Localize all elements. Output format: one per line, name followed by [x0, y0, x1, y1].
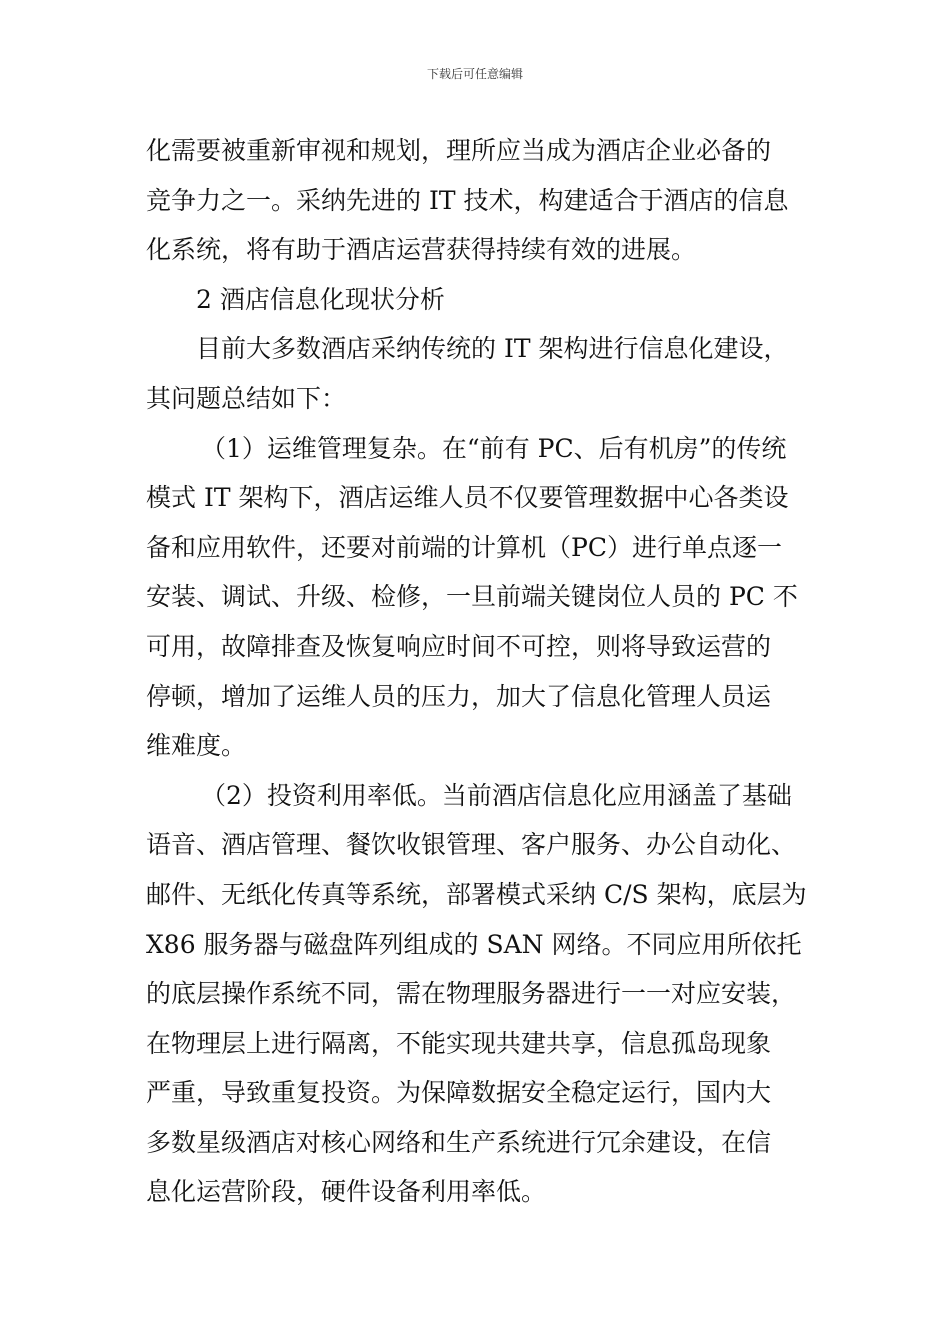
paragraph-line: （2）投资利用率低。当前酒店信息化应用涵盖了基础 [201, 780, 792, 810]
paragraph-line: 竞争力之一。采纳先进的 IT 技术，构建适合于酒店的信息 [146, 185, 789, 215]
section-heading: 2 酒店信息化现状分析 [196, 284, 445, 314]
paragraph-line: 安装、调试、升级、检修，一旦前端关键岗位人员的 PC 不 [146, 582, 798, 612]
document-body [146, 126, 810, 1217]
paragraph-line: X86 服务器与磁盘阵列组成的 SAN 网络。不同应用所依托 [146, 929, 802, 959]
paragraph-line: 模式 IT 架构下，酒店运维人员不仅要管理数据中心各类设 [146, 483, 789, 513]
paragraph-line: 在物理层上进行隔离，不能实现共建共享，信息孤岛现象 [146, 1028, 772, 1058]
paragraph-line: 严重，导致重复投资。为保障数据安全稳定运行，国内大 [146, 1078, 772, 1108]
paragraph-line: 其问题总结如下： [146, 383, 347, 413]
paragraph-line: 化需要被重新审视和规划，理所应当成为酒店企业必备的 [146, 136, 772, 165]
paragraph-line: 停顿，增加了运维人员的压力，加大了信息化管理人员运 [146, 681, 772, 711]
paragraph-line: （1）运维管理复杂。在“前有 PC、后有机房”的传统 [201, 433, 787, 463]
paragraph-line: 邮件、无纸化传真等系统，部署模式采纳 C/S 架构，底层为 [146, 879, 807, 909]
paragraph-line: 的底层操作系统不同，需在物理服务器进行一一对应安装， [146, 979, 797, 1009]
paragraph-line: 维难度。 [146, 731, 247, 761]
paragraph-line: 多数星级酒店对核心网络和生产系统进行冗余建设，在信 [146, 1127, 772, 1157]
paragraph-line: 化系统，将有助于酒店运营获得持续有效的进展。 [146, 235, 697, 265]
paragraph-line: 可用，故障排查及恢复响应时间不可控，则将导致运营的 [146, 631, 772, 661]
paragraph-line: 备和应用软件，还要对前端的计算机（PC）进行单点逐一 [146, 532, 782, 562]
paragraph-line: 目前大多数酒店采纳传统的 IT 架构进行信息化建设， [196, 334, 789, 364]
paragraph-line: 息化运营阶段，硬件设备利用率低。 [146, 1177, 547, 1207]
paragraph-line: 语音、酒店管理、餐饮收银管理、客户服务、办公自动化、 [146, 830, 797, 860]
page-header-note: 下载后可任意编辑 [426, 67, 523, 81]
